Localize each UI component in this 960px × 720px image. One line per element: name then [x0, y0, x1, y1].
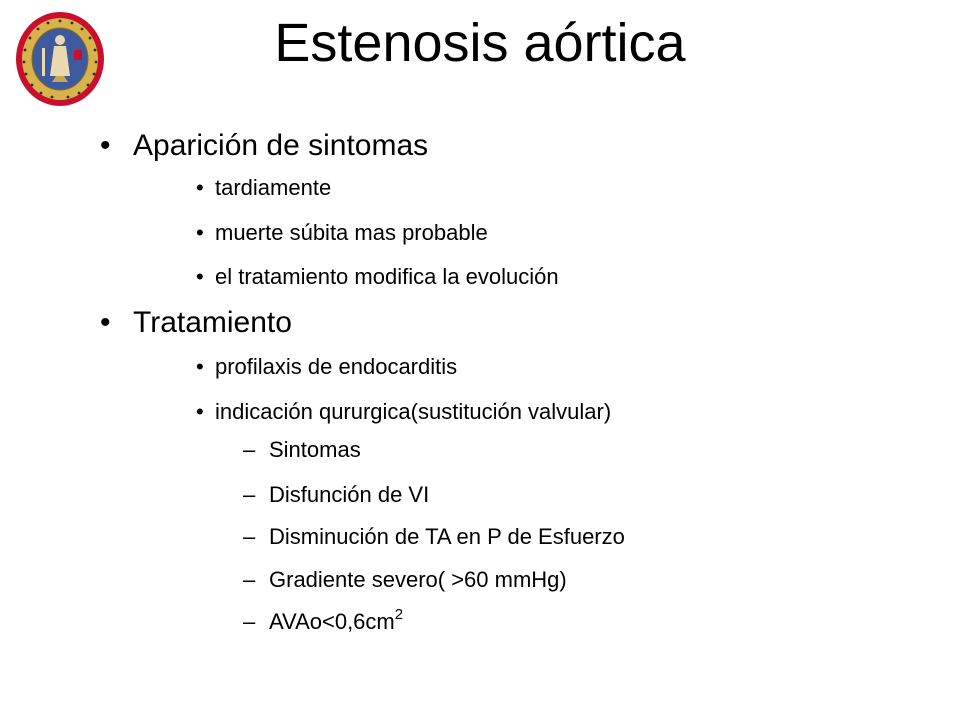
bullet-icon: •	[196, 264, 204, 289]
bullet-text: indicación qururgica(sustitución valvular)	[215, 399, 612, 424]
bullet-icon: •	[100, 129, 111, 162]
section-heading: Aparición de sintomas	[133, 129, 429, 162]
bullet-icon: •	[196, 175, 204, 200]
section-heading: Tratamiento	[133, 306, 292, 339]
dash-text: Disminución de TA en P de Esfuerzo	[269, 524, 625, 549]
bullet-text: el tratamiento modifica la evolución	[215, 264, 559, 289]
superscript: 2	[394, 605, 404, 623]
bullet-text: muerte súbita mas probable	[215, 220, 488, 245]
dash-text: Gradiente severo( >60 mmHg)	[269, 567, 567, 592]
bullet-icon: •	[100, 306, 111, 339]
dash-icon: –	[243, 609, 256, 634]
dash-text	[269, 605, 404, 636]
dash-icon: –	[243, 437, 256, 462]
dash-text: Disfunción de VI	[269, 482, 430, 507]
bullet-icon: •	[196, 220, 204, 245]
bullet-icon: •	[196, 399, 204, 424]
dash-icon: –	[243, 524, 256, 549]
dash-icon: –	[243, 567, 256, 592]
dash-text-main: AVAo<0,6cm	[269, 609, 395, 634]
dash-text: Sintomas	[269, 437, 361, 462]
bullet-text: tardiamente	[215, 175, 332, 200]
dash-icon: –	[243, 482, 256, 507]
bullet-icon: •	[196, 354, 204, 379]
slide-title: Estenosis aórtica	[274, 13, 686, 73]
bullet-text: profilaxis de endocarditis	[215, 354, 458, 379]
